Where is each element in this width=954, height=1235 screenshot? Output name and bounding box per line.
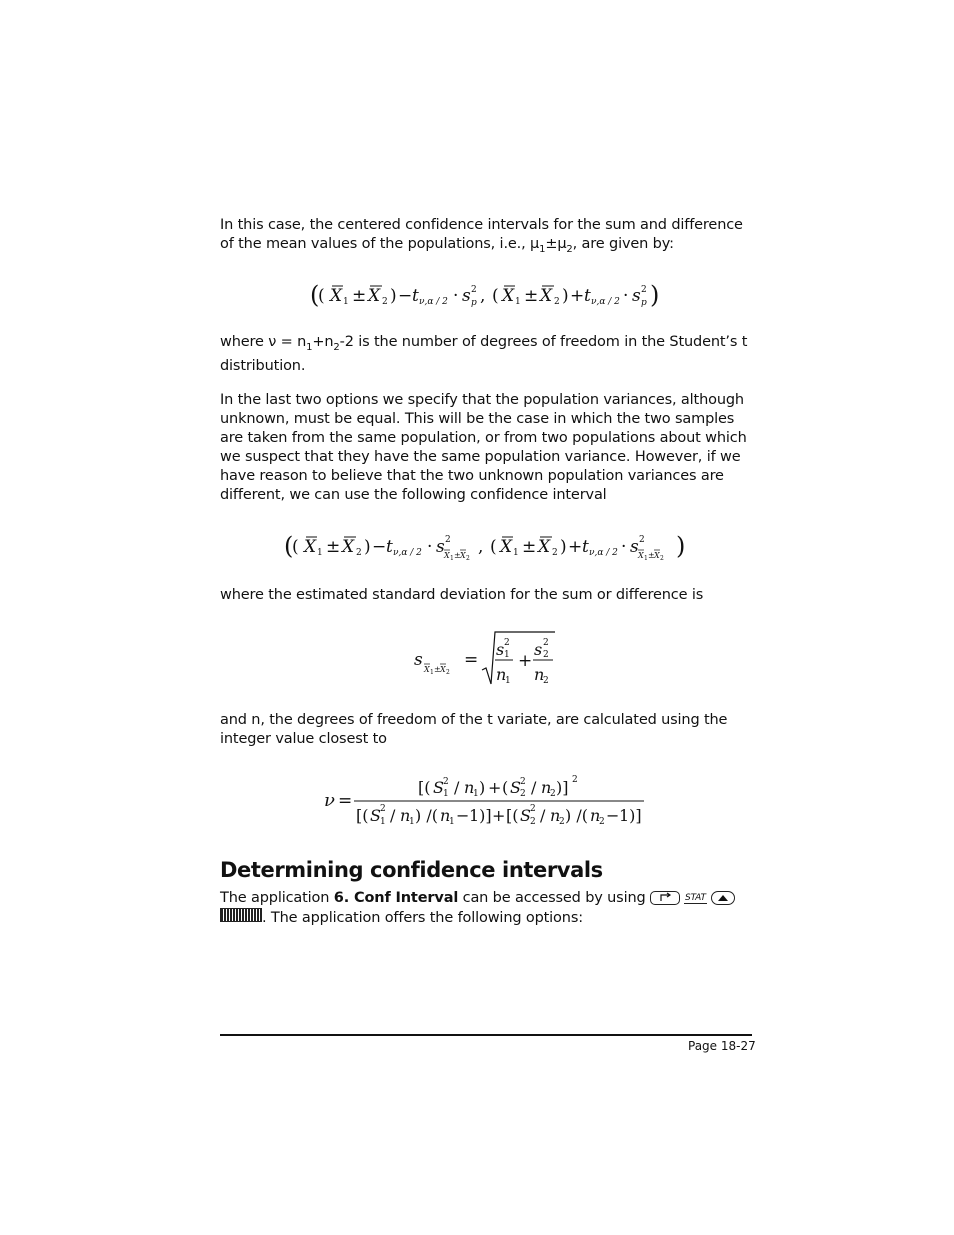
svg-text:2: 2	[443, 777, 449, 787]
svg-text:X: X	[330, 286, 343, 306]
svg-text:2: 2	[530, 817, 536, 827]
svg-text:·: ·	[427, 537, 433, 557]
svg-text:(: (	[502, 778, 509, 797]
paragraph-unequal-variances: In the last two options we specify that the population variances, although unknown, must be equal. This will be the case in which the two samples are taken from the same population, or from two populations about which we suspect that they have the same population variance. However, if we have reason to believe that the two unknown population variances are different, we can use the following confidence interval	[220, 392, 747, 503]
svg-text:X: X	[460, 551, 466, 560]
app-line-after: . The application offers the following options:	[262, 910, 583, 926]
paragraph-std-deviation: where the estimated standard deviation for the sum or difference is	[220, 587, 704, 603]
svg-text:X: X	[368, 286, 381, 306]
paragraph-application	[220, 888, 750, 928]
svg-text:/: /	[531, 778, 537, 797]
svg-text:n: n	[464, 778, 475, 797]
svg-text:−: −	[606, 806, 620, 825]
svg-text:2: 2	[471, 285, 477, 295]
svg-text:n: n	[534, 665, 545, 684]
svg-text:): )	[479, 778, 486, 797]
svg-text:ν,α / 2: ν,α / 2	[591, 297, 620, 307]
svg-text:(: (	[284, 532, 294, 560]
svg-text:) /(: ) /(	[565, 806, 588, 825]
svg-text:2: 2	[445, 535, 451, 545]
svg-text:): )	[562, 286, 569, 306]
app-line-before: The application	[220, 890, 334, 906]
svg-text:ν,α / 2: ν,α / 2	[589, 548, 618, 558]
svg-text:X: X	[342, 537, 355, 557]
svg-text:(: (	[490, 537, 497, 557]
svg-text:ν,α / 2: ν,α / 2	[393, 548, 422, 558]
svg-text:±: ±	[352, 286, 367, 306]
svg-text:): )	[650, 281, 660, 309]
svg-text:1)]: 1)]	[469, 806, 492, 825]
svg-text:2: 2	[466, 555, 470, 562]
right-shift-key-icon	[650, 891, 680, 905]
svg-text:(: (	[292, 537, 299, 557]
svg-text:X: X	[444, 551, 450, 560]
equation-std-deviation	[412, 628, 562, 690]
svg-text:=: =	[464, 650, 479, 670]
svg-text:/: /	[454, 778, 460, 797]
svg-text:t: t	[386, 537, 393, 557]
svg-text:2: 2	[554, 297, 560, 307]
svg-text:(: (	[318, 286, 325, 306]
svg-text:2: 2	[356, 548, 362, 558]
svg-text:[(: [(	[506, 806, 519, 825]
svg-text:S: S	[370, 806, 381, 825]
svg-text:s: s	[630, 537, 639, 557]
svg-text:/: /	[540, 806, 546, 825]
svg-text:X: X	[500, 537, 513, 557]
svg-text:1: 1	[430, 669, 434, 676]
svg-text:+: +	[568, 537, 583, 557]
svg-text:1)]: 1)]	[619, 806, 642, 825]
svg-text:s: s	[632, 286, 641, 306]
svg-text:±: ±	[648, 551, 655, 560]
svg-text:t: t	[582, 537, 589, 557]
svg-text:X: X	[654, 551, 660, 560]
svg-text:s: s	[496, 640, 505, 659]
svg-text:+: +	[570, 286, 585, 306]
ok-softkey-icon	[220, 908, 262, 922]
svg-text:2: 2	[446, 669, 450, 676]
svg-text:2: 2	[660, 555, 664, 562]
svg-text:n: n	[541, 778, 552, 797]
svg-text:1: 1	[380, 817, 386, 827]
app-name: 6. Conf Interval	[333, 890, 459, 906]
svg-text:): )	[364, 537, 371, 557]
svg-text:p: p	[471, 298, 477, 308]
svg-text:±: ±	[522, 537, 537, 557]
svg-text:1: 1	[473, 789, 479, 799]
svg-text:[(: [(	[418, 778, 431, 797]
paragraph-dof-integer: and n, the degrees of freedom of the t variate, are calculated using the integer value closest to	[220, 712, 728, 747]
svg-text:X: X	[502, 286, 515, 306]
svg-text:1: 1	[505, 676, 511, 686]
svg-text:X: X	[304, 537, 317, 557]
svg-text:n: n	[550, 806, 561, 825]
svg-text:(: (	[492, 286, 499, 306]
svg-text:s: s	[436, 537, 445, 557]
svg-text:s: s	[534, 640, 543, 659]
app-line-middle: can be accessed by using	[458, 890, 651, 906]
svg-text:S: S	[510, 778, 521, 797]
svg-text:±: ±	[434, 665, 441, 674]
svg-text:2: 2	[641, 285, 647, 295]
intro-text: In this case, the centered confidence intervals for the sum and difference of the mean values of the populations, i.e., $\mu_1\pm\mu_2$, are given by:	[220, 217, 743, 255]
svg-text:X: X	[538, 537, 551, 557]
svg-text:,: ,	[480, 286, 486, 306]
svg-text:) /(: ) /(	[415, 806, 438, 825]
svg-text:1: 1	[449, 817, 455, 827]
svg-text:±: ±	[454, 551, 461, 560]
svg-text:s: s	[462, 286, 471, 306]
svg-text:2: 2	[382, 297, 388, 307]
svg-text:(: (	[310, 281, 320, 309]
svg-text:1: 1	[409, 817, 415, 827]
svg-text:s: s	[414, 650, 423, 670]
svg-text:): )	[390, 286, 397, 306]
svg-text:2: 2	[572, 775, 578, 785]
svg-text:n: n	[496, 665, 507, 684]
equation-unequal-variance-interval	[284, 526, 694, 566]
svg-text:S: S	[520, 806, 531, 825]
svg-text:[(: [(	[356, 806, 369, 825]
svg-text:1: 1	[317, 548, 323, 558]
paragraph-intro	[220, 216, 750, 259]
up-arrow-key-icon	[711, 891, 735, 905]
svg-text:1: 1	[504, 650, 510, 660]
svg-text:2: 2	[552, 548, 558, 558]
svg-text:t: t	[584, 286, 591, 306]
svg-text:1: 1	[443, 789, 449, 799]
section-heading: Determining confidence intervals	[220, 858, 603, 882]
svg-text:X: X	[424, 665, 430, 674]
svg-text:+: +	[492, 806, 506, 825]
equation-welch-dof	[322, 770, 652, 832]
svg-text:±: ±	[524, 286, 539, 306]
svg-text:±: ±	[326, 537, 341, 557]
svg-text:S: S	[433, 778, 444, 797]
svg-text:2: 2	[599, 817, 605, 827]
dof-text: where $\nu = n_1+n_2-2$ is the number of degrees of freedom in the Student’s t distribution.	[220, 334, 748, 374]
svg-text:−: −	[372, 537, 387, 557]
svg-text:·: ·	[621, 537, 627, 557]
svg-text:): )	[560, 537, 567, 557]
svg-text:2: 2	[543, 638, 549, 648]
svg-text:X: X	[440, 665, 446, 674]
svg-text:2: 2	[543, 650, 549, 660]
svg-text:t: t	[412, 286, 419, 306]
svg-text:)]: )]	[556, 778, 569, 797]
svg-text:+: +	[518, 651, 533, 671]
svg-text:2: 2	[380, 804, 386, 814]
svg-text:1: 1	[513, 548, 519, 558]
svg-text:2: 2	[559, 817, 565, 827]
svg-text:1: 1	[450, 555, 454, 562]
svg-text:−: −	[456, 806, 470, 825]
svg-text:2: 2	[504, 638, 510, 648]
svg-text:X: X	[540, 286, 553, 306]
svg-text:): )	[676, 532, 686, 560]
svg-text:+: +	[488, 778, 502, 797]
svg-text:,: ,	[478, 537, 484, 557]
svg-text:n: n	[400, 806, 411, 825]
footer-rule	[220, 1034, 752, 1036]
svg-text:·: ·	[623, 286, 629, 306]
svg-text:1: 1	[343, 297, 349, 307]
svg-text:/: /	[390, 806, 396, 825]
svg-text:ν: ν	[324, 790, 335, 811]
page-number: Page 18-27	[688, 1039, 756, 1053]
equation-pooled-interval	[310, 276, 670, 312]
paragraph-degrees-of-freedom	[220, 333, 750, 376]
svg-text:ν,α / 2: ν,α / 2	[419, 297, 448, 307]
svg-text:2: 2	[530, 804, 536, 814]
svg-text:·: ·	[453, 286, 459, 306]
svg-text:n: n	[590, 806, 601, 825]
svg-text:2: 2	[639, 535, 645, 545]
stat-key-label: STAT	[685, 892, 706, 903]
svg-text:n: n	[440, 806, 451, 825]
svg-text:p: p	[641, 298, 647, 308]
svg-text:1: 1	[644, 555, 648, 562]
svg-text:=: =	[338, 791, 353, 811]
svg-text:2: 2	[520, 789, 526, 799]
svg-text:2: 2	[520, 777, 526, 787]
svg-text:1: 1	[515, 297, 521, 307]
svg-text:X: X	[638, 551, 644, 560]
svg-text:2: 2	[550, 789, 556, 799]
svg-text:2: 2	[543, 676, 549, 686]
svg-text:−: −	[398, 286, 413, 306]
